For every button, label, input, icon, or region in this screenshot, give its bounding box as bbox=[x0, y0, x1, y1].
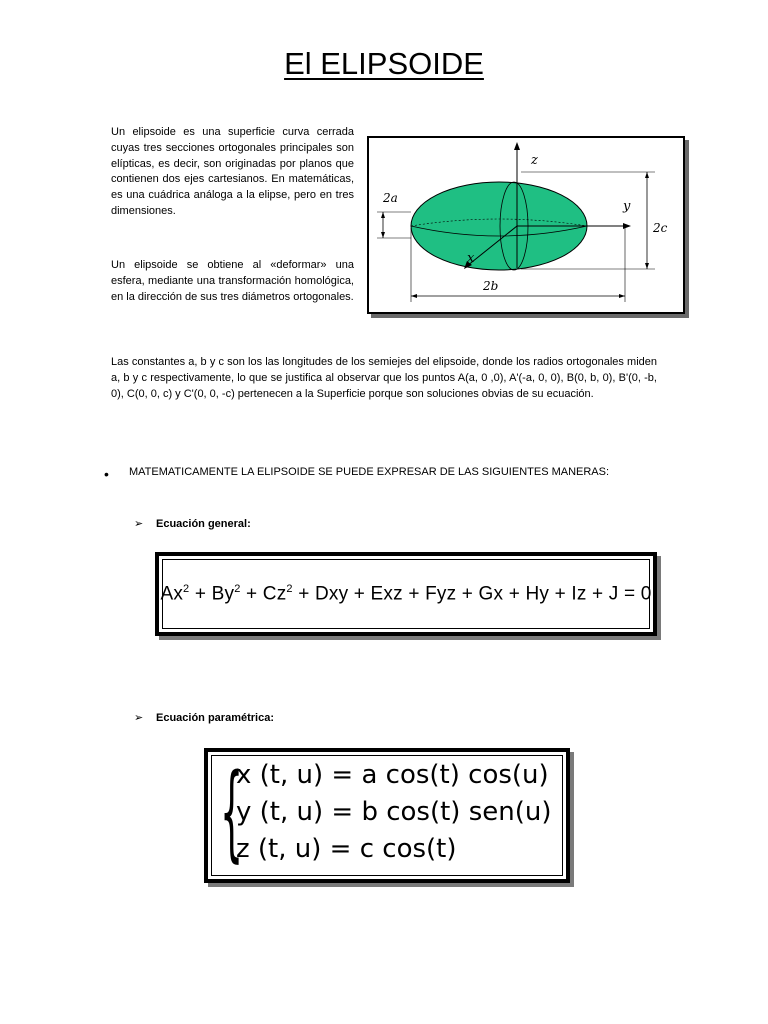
parametric-line-x: x (t, u) = a cos(t) cos(u) bbox=[236, 760, 549, 790]
ellipsoid-figure bbox=[367, 136, 685, 314]
label-2a: 2a bbox=[383, 191, 398, 205]
arrow-bullet-icon: ➢ bbox=[134, 518, 144, 530]
parametric-line-z: z (t, u) = c cos(t) bbox=[236, 834, 457, 864]
page-title: El ELIPSOIDE bbox=[284, 46, 484, 81]
parametric-line-y: y (t, u) = b cos(t) sen(u) bbox=[236, 797, 552, 827]
parametric-equation-box bbox=[204, 748, 570, 883]
arrow-bullet-icon: ➢ bbox=[134, 712, 144, 724]
bullet-heading: MATEMATICAMENTE LA ELIPSOIDE SE PUEDE EXPRESAR DE LAS SIGUIENTES MANERAS: bbox=[129, 466, 610, 478]
ellipsoid-diagram bbox=[369, 138, 683, 312]
general-equation-label: Ecuación general: bbox=[156, 518, 251, 530]
general-equation-box bbox=[155, 552, 657, 636]
intro-paragraph: Un elipsoide es una superficie curva cerrada cuyas tres secciones ortogonales principales son elípticas, es decir, son originadas por planos que contienen dos ejes cartesianos. En matemáticas, es una cuádrica análoga a la elipse, pero en tres dimensiones. bbox=[111, 126, 354, 217]
general-equation: $Ax^2 + By^2 + Cz^2$ + Dxy + Exz + Fyz + Gx + Hy + Iz + J = 0 bbox=[160, 582, 652, 605]
bullet-dot: • bbox=[104, 466, 109, 482]
curly-brace-icon: { bbox=[220, 751, 244, 873]
label-y: y bbox=[623, 199, 631, 214]
label-2b: 2b bbox=[483, 279, 499, 293]
constants-paragraph: Las constantes a, b y c son los las longitudes de los semiejes del elipsoide, donde los radios ortogonales miden a, b y c respectivamente, lo que se justifica al observar que los puntos A(a, 0 ,0), A'(-a, 0, 0), B(0, b, 0), B'(0, -b, 0), C(0, 0, c) y C'(0, 0, -c) pertenecen a la Superficie porque son soluciones obvias de su ecuación. bbox=[111, 356, 657, 400]
parametric-equation-label: Ecuación paramétrica: bbox=[156, 712, 274, 724]
deformation-paragraph: Un elipsoide se obtiene al «deformar» una esfera, mediante una transformación homológica, en la dirección de sus tres diámetros ortogonales. bbox=[111, 259, 354, 303]
label-2c: 2c bbox=[653, 221, 668, 235]
label-x: x bbox=[467, 251, 475, 266]
label-z: z bbox=[531, 153, 538, 168]
